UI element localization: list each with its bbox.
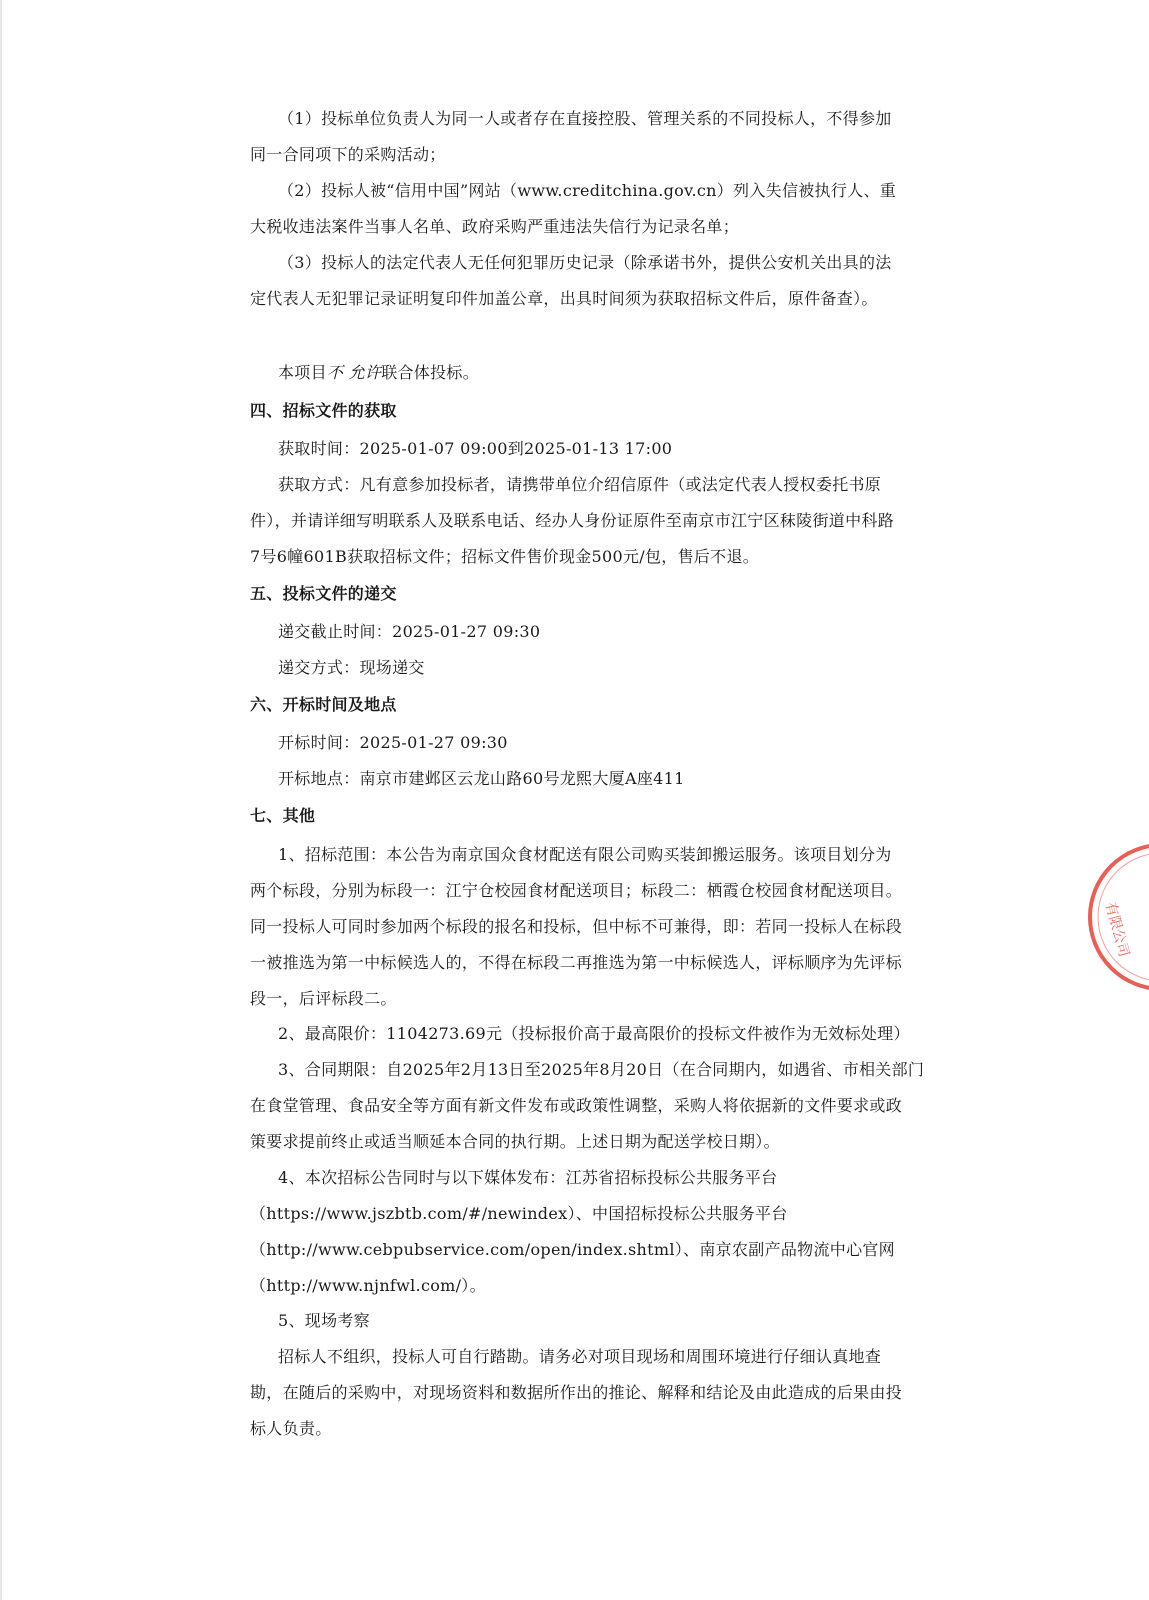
- qual-item2-line1: （2）投标人被“信用中国”网站（www.creditchina.gov.cn）列入失信被执行人、重: [278, 181, 897, 200]
- section4-method-line2: 件），并请详细写明联系人及联系电话、经办人身份证原件至南京市江宁区秣陵街道中科路: [250, 511, 895, 530]
- qual-item3-line2: 定代表人无犯罪记录证明复印件加盖公章，出具时间须为获取招标文件后，原件备查）。: [250, 289, 878, 308]
- section5-method: 递交方式：现场递交: [278, 658, 425, 677]
- scope-line1: 1、招标范围：本公告为南京国众食材配送有限公司购买装卸搬运服务。该项目划分为: [278, 845, 892, 864]
- site-visit-line3: 标人负责。: [250, 1419, 332, 1438]
- seal-text: 有限公司: [1101, 900, 1132, 959]
- page-edge: [0, 0, 2, 1600]
- media-line2: （https://www.jszbtb.com/#/newindex）、中国招标投标公共服务平台: [250, 1204, 788, 1223]
- section4-heading: 四、招标文件的获取: [250, 401, 397, 420]
- price-limit: 2、最高限价：1104273.69元（投标报价高于最高限价的投标文件被作为无效标处理）: [278, 1024, 910, 1043]
- scope-line4: 一被推选为第一中标候选人的，不得在标段二再推选为第一中标候选人，评标顺序为先评标: [250, 953, 903, 972]
- section4-method-line3: 7号6幢601B获取招标文件；招标文件售价现金500元/包，售后不退。: [250, 547, 760, 566]
- term-line3: 策要求提前终止或适当顺延本合同的执行期。上述日期为配送学校日期）。: [250, 1132, 780, 1151]
- section4-method-line1: 获取方式：凡有意参加投标者，请携带单位介绍信原件（或法定代表人授权委托书原: [278, 475, 882, 494]
- site-visit-line1: 招标人不组织，投标人可自行踏勘。请务必对项目现场和周围环境进行仔细认真地查: [278, 1347, 882, 1366]
- media-line1: 4、本次招标公告同时与以下媒体发布：江苏省招标投标公共服务平台: [278, 1168, 778, 1187]
- section6-heading: 六、开标时间及地点: [250, 695, 397, 714]
- consortium-emphasis: 不 允许: [326, 363, 382, 382]
- media-line4: （http://www.njnfwl.com/）。: [250, 1276, 486, 1295]
- consortium-prefix: 本项目: [278, 363, 327, 382]
- qual-item2-line2: 大税收违法案件当事人名单、政府采购严重违法失信行为记录名单；: [250, 217, 740, 236]
- section5-heading: 五、投标文件的递交: [250, 584, 397, 603]
- seal-graphic: [1082, 842, 1149, 992]
- qual-item1-line2: 同一合同项下的采购活动；: [250, 145, 446, 164]
- scope-line5: 段一，后评标段二。: [250, 989, 397, 1008]
- site-visit-line2: 勘，在随后的采购中，对现场资料和数据所作出的推论、解释和结论及由此造成的后果由投: [250, 1383, 903, 1402]
- scope-line3: 同一投标人可同时参加两个标段的报名和投标，但中标不可兼得，即：若同一投标人在标段: [250, 917, 903, 936]
- section6-place: 开标地点：南京市建邺区云龙山路60号龙熙大厦A座411: [278, 769, 685, 788]
- media-line3: （http://www.cebpubservice.com/open/index.shtml）、南京农副产品物流中心官网: [250, 1240, 895, 1259]
- section7-heading: 七、其他: [250, 806, 316, 825]
- section6-time: 开标时间：2025-01-27 09:30: [278, 733, 508, 752]
- section5-deadline: 递交截止时间：2025-01-27 09:30: [278, 622, 541, 641]
- qual-item1-line1: （1）投标单位负责人为同一人或者存在直接控股、管理关系的不同投标人，不得参加: [278, 109, 892, 128]
- company-seal-stamp: [1082, 842, 1149, 992]
- consortium-suffix: 联合体投标。: [381, 363, 480, 382]
- site-visit-heading: 5、现场考察: [278, 1311, 370, 1330]
- section4-time: 获取时间：2025-01-07 09:00到2025-01-13 17:00: [278, 439, 673, 458]
- scope-line2: 两个标段，分别为标段一：江宁仓校园食材配送项目；标段二：栖霞仓校园食材配送项目。: [250, 881, 903, 900]
- term-line2: 在食堂管理、食品安全等方面有新文件发布或政策性调整，采购人将依据新的文件要求或政: [250, 1096, 903, 1115]
- consortium-statement: [278, 363, 479, 383]
- qual-item3-line1: （3）投标人的法定代表人无任何犯罪历史记录（除承诺书外，提供公安机关出具的法: [278, 253, 892, 272]
- term-line1: 3、合同期限：自2025年2月13日至2025年8月20日（在合同期内，如遇省、市相关部门: [278, 1060, 925, 1079]
